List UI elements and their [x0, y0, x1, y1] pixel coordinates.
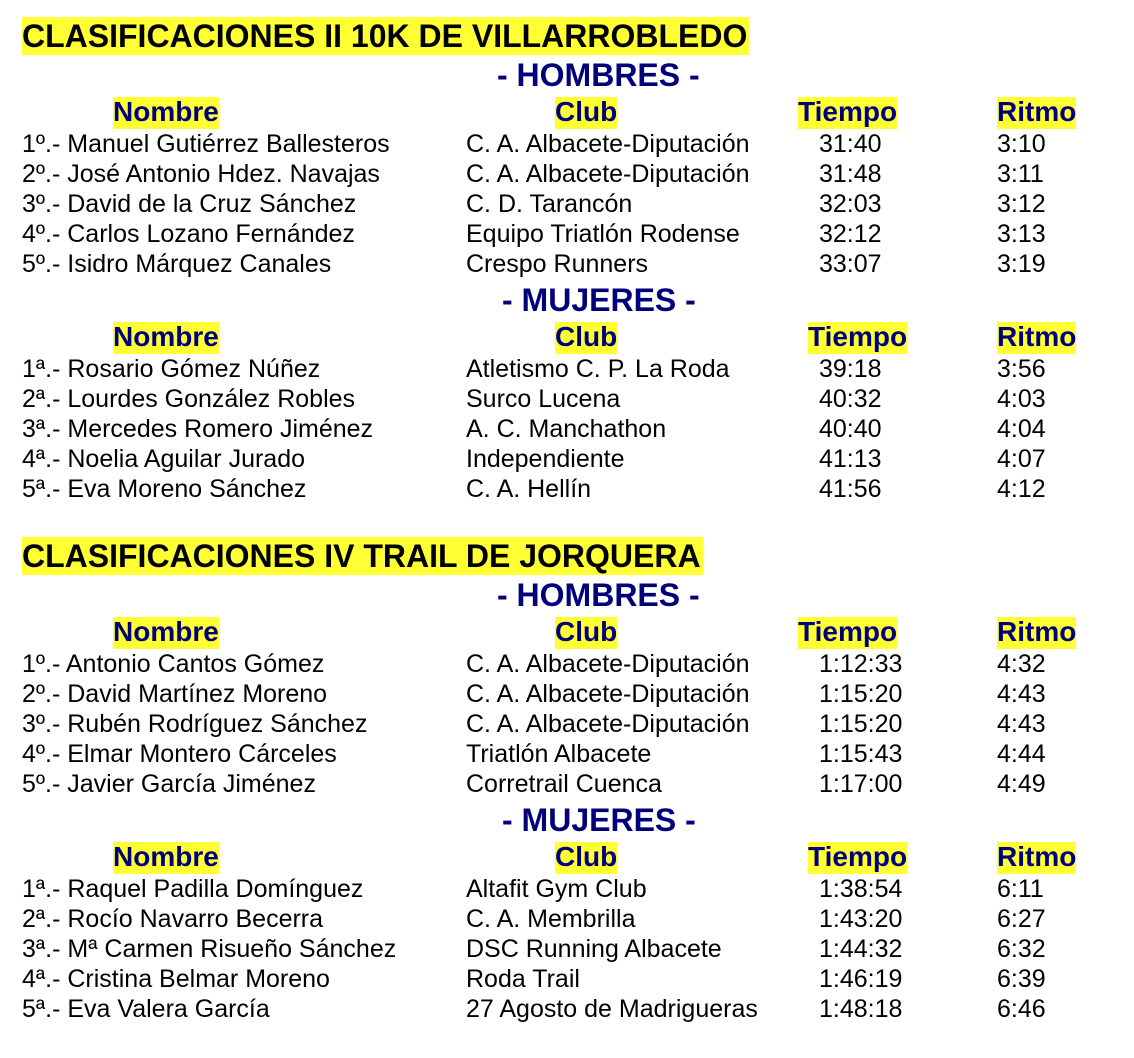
cell-pace: 6:32 — [997, 935, 1046, 963]
header-club: Club — [555, 616, 618, 647]
table-row — [0, 384, 1134, 414]
cell-pace: 3:10 — [997, 130, 1046, 158]
cell-name: 3º.- David de la Cruz Sánchez — [22, 190, 357, 218]
cell-time: 33:07 — [819, 250, 882, 278]
group-label-mujeres: - MUJERES - — [502, 802, 696, 838]
cell-club: Surco Lucena — [466, 385, 621, 413]
cell-club: C. D. Tarancón — [466, 190, 633, 218]
cell-name: 3ª.- Mª Carmen Risueño Sánchez — [22, 935, 397, 963]
table-row — [0, 649, 1134, 679]
cell-name: 1ª.- Raquel Padilla Domínguez — [22, 875, 364, 903]
cell-club: Independiente — [466, 445, 625, 473]
table-row — [0, 219, 1134, 249]
cell-name: 5ª.- Eva Valera García — [22, 995, 270, 1023]
cell-club: Corretrail Cuenca — [466, 770, 662, 798]
cell-name: 3ª.- Mercedes Romero Jiménez — [22, 415, 374, 443]
cell-club: A. C. Manchathon — [466, 415, 667, 443]
cell-name: 4ª.- Noelia Aguilar Jurado — [22, 445, 306, 473]
cell-pace: 4:43 — [997, 710, 1046, 738]
header-tiempo: Tiempo — [808, 841, 908, 872]
table-row — [0, 994, 1134, 1024]
cell-club: C. A. Albacete-Diputación — [466, 680, 750, 708]
cell-time: 40:32 — [819, 385, 882, 413]
table-row — [0, 904, 1134, 934]
cell-time: 41:13 — [819, 445, 882, 473]
cell-pace: 4:07 — [997, 445, 1046, 473]
table-row — [0, 874, 1134, 904]
table-row — [0, 444, 1134, 474]
cell-time: 1:17:00 — [819, 770, 903, 798]
cell-club: Crespo Runners — [466, 250, 649, 278]
cell-time: 39:18 — [819, 355, 882, 383]
table-row — [0, 189, 1134, 219]
cell-name: 4ª.- Cristina Belmar Moreno — [22, 965, 330, 993]
cell-time: 31:40 — [819, 130, 882, 158]
cell-name: 5º.- Javier García Jiménez — [22, 770, 316, 798]
cell-pace: 6:46 — [997, 995, 1046, 1023]
header-ritmo: Ritmo — [997, 616, 1077, 647]
cell-time: 1:15:43 — [819, 740, 903, 768]
header-tiempo: Tiempo — [798, 616, 898, 647]
header-nombre: Nombre — [113, 96, 219, 127]
table-row — [0, 709, 1134, 739]
cell-club: Triatlón Albacete — [466, 740, 652, 768]
header-club: Club — [555, 841, 618, 872]
header-ritmo: Ritmo — [997, 321, 1077, 352]
cell-pace: 3:19 — [997, 250, 1046, 278]
cell-time: 1:44:32 — [819, 935, 903, 963]
table-row — [0, 769, 1134, 799]
cell-name: 1ª.- Rosario Gómez Núñez — [22, 355, 321, 383]
header-nombre: Nombre — [113, 616, 219, 647]
cell-pace: 3:11 — [997, 160, 1044, 188]
group-label-hombres: - HOMBRES - — [497, 577, 700, 613]
cell-time: 1:46:19 — [819, 965, 903, 993]
cell-club: C. A. Membrilla — [466, 905, 636, 933]
table-row — [0, 934, 1134, 964]
table-row — [0, 474, 1134, 504]
group-label-mujeres: - MUJERES - — [502, 282, 696, 318]
cell-club: Roda Trail — [466, 965, 580, 993]
table-row — [0, 414, 1134, 444]
cell-time: 1:38:54 — [819, 875, 903, 903]
cell-pace: 6:11 — [997, 875, 1044, 903]
cell-club: Atletismo C. P. La Roda — [466, 355, 730, 383]
section-title: CLASIFICACIONES II 10K DE VILLARROBLEDO — [22, 18, 748, 54]
cell-club: DSC Running Albacete — [466, 935, 722, 963]
header-tiempo: Tiempo — [808, 321, 908, 352]
table-row — [0, 159, 1134, 189]
cell-club: C. A. Albacete-Diputación — [466, 160, 750, 188]
cell-club: 27 Agosto de Madrigueras — [466, 995, 758, 1023]
cell-club: C. A. Albacete-Diputación — [466, 650, 750, 678]
cell-time: 31:48 — [819, 160, 882, 188]
cell-pace: 3:56 — [997, 355, 1046, 383]
cell-pace: 4:44 — [997, 740, 1046, 768]
cell-club: C. A. Albacete-Diputación — [466, 710, 750, 738]
header-club: Club — [555, 96, 618, 127]
cell-name: 5º.- Isidro Márquez Canales — [22, 250, 332, 278]
cell-pace: 4:04 — [997, 415, 1046, 443]
header-nombre: Nombre — [113, 841, 219, 872]
cell-name: 1º.- Antonio Cantos Gómez — [22, 650, 325, 678]
table-row — [0, 249, 1134, 279]
cell-pace: 3:12 — [997, 190, 1046, 218]
cell-name: 2º.- David Martínez Moreno — [22, 680, 328, 708]
cell-pace: 4:32 — [997, 650, 1046, 678]
table-row — [0, 679, 1134, 709]
cell-pace: 6:39 — [997, 965, 1046, 993]
cell-name: 4º.- Carlos Lozano Fernández — [22, 220, 355, 248]
cell-time: 32:12 — [819, 220, 882, 248]
cell-pace: 4:43 — [997, 680, 1046, 708]
table-row — [0, 354, 1134, 384]
section-title: CLASIFICACIONES IV TRAIL DE JORQUERA — [22, 538, 701, 574]
cell-club: C. A. Hellín — [466, 475, 592, 503]
cell-club: C. A. Albacete-Diputación — [466, 130, 750, 158]
header-club: Club — [555, 321, 618, 352]
header-nombre: Nombre — [113, 321, 219, 352]
cell-pace: 4:12 — [997, 475, 1046, 503]
group-label-hombres: - HOMBRES - — [497, 57, 700, 93]
cell-name: 2ª.- Lourdes González Robles — [22, 385, 356, 413]
cell-pace: 3:13 — [997, 220, 1046, 248]
cell-time: 1:43:20 — [819, 905, 903, 933]
cell-name: 2º.- José Antonio Hdez. Navajas — [22, 160, 380, 188]
cell-name: 1º.- Manuel Gutiérrez Ballesteros — [22, 130, 390, 158]
cell-name: 2ª.- Rocío Navarro Becerra — [22, 905, 324, 933]
cell-time: 1:15:20 — [819, 680, 903, 708]
cell-club: Altafit Gym Club — [466, 875, 647, 903]
table-row — [0, 739, 1134, 769]
table-row — [0, 129, 1134, 159]
cell-pace: 4:03 — [997, 385, 1046, 413]
table-row — [0, 964, 1134, 994]
header-tiempo: Tiempo — [798, 96, 898, 127]
cell-club: Equipo Triatlón Rodense — [466, 220, 740, 248]
cell-name: 4º.- Elmar Montero Cárceles — [22, 740, 337, 768]
cell-pace: 6:27 — [997, 905, 1046, 933]
cell-name: 5ª.- Eva Moreno Sánchez — [22, 475, 307, 503]
header-ritmo: Ritmo — [997, 841, 1077, 872]
cell-time: 32:03 — [819, 190, 882, 218]
cell-time: 1:12:33 — [819, 650, 903, 678]
header-ritmo: Ritmo — [997, 96, 1077, 127]
cell-time: 1:15:20 — [819, 710, 903, 738]
cell-pace: 4:49 — [997, 770, 1046, 798]
cell-time: 1:48:18 — [819, 995, 903, 1023]
cell-time: 41:56 — [819, 475, 882, 503]
cell-name: 3º.- Rubén Rodríguez Sánchez — [22, 710, 368, 738]
cell-time: 40:40 — [819, 415, 882, 443]
